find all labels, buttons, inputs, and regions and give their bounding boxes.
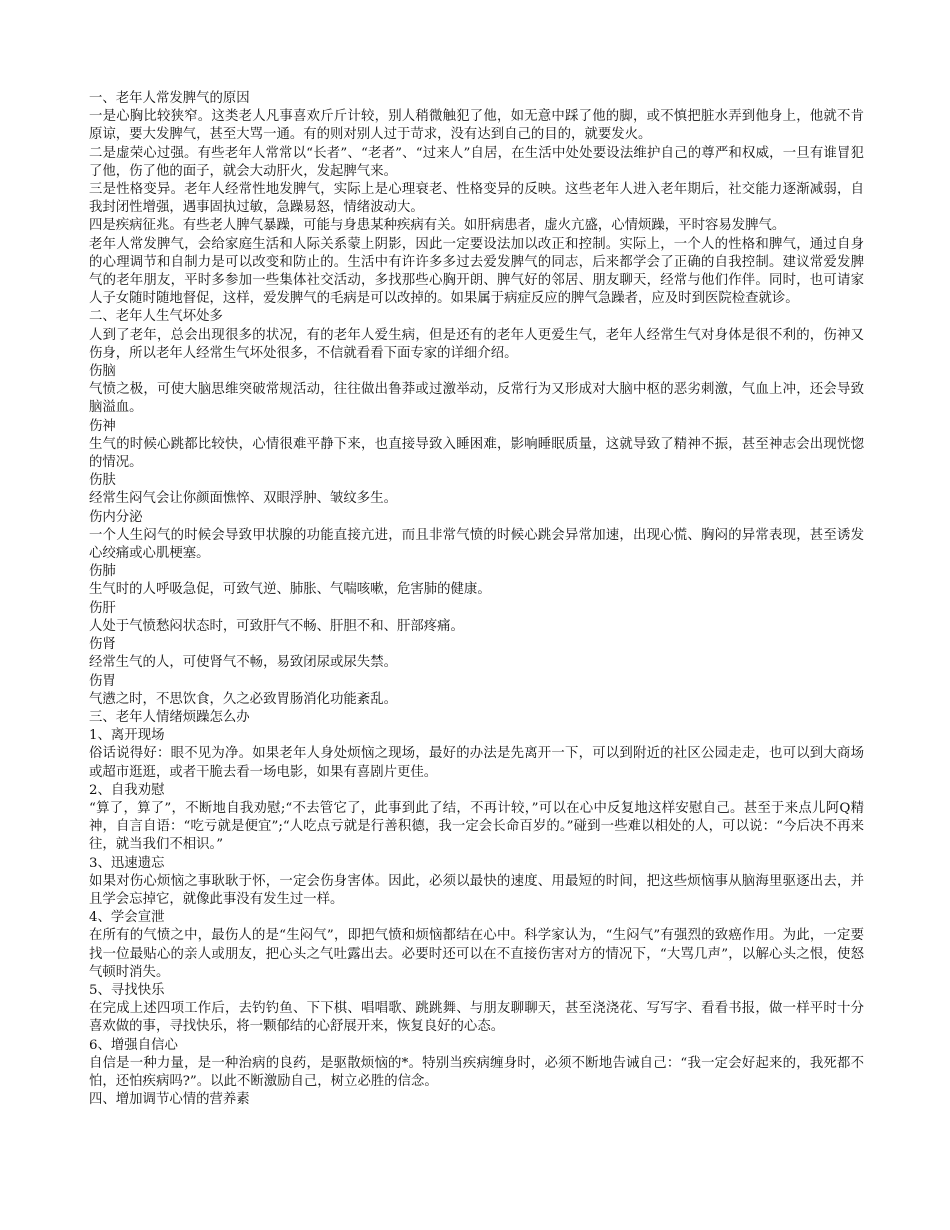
section-heading: 2、自我劝慰 — [89, 782, 165, 798]
body-paragraph: 老年人常发脾气，会给家庭生活和人际关系蒙上阴影，因此一定要设法加以改正和控制。实际上，一个人的性格和脾气，通过自身的心理调节和自制力是可以改变和防止的。生活中有许许多多过去爱发脾气的同志，后来都学会了正确的自我控制。建议常爱发脾气的老年朋友，平时多参加一些集体社交活动，多找那些心胸开朗、脾气好的邻居、朋友聊天，经常与他们作伴。同时，也可请家人子女随时随地督促，这样，爱发脾气的毛病是可以改掉的。如果属于病症反应的脾气急躁者，应及时到医院检查就诊。 — [89, 236, 864, 307]
body-paragraph: 四是疾病征兆。有些老人脾气暴躁，可能与身患某种疾病有关。如肝病患者，虚火亢盛，心情烦躁，平时容易发脾气。 — [89, 218, 786, 234]
section-heading: 三、老年人情绪烦躁怎么办 — [89, 709, 250, 725]
body-paragraph: 经常生闷气会让你颜面憔悴、双眼浮肿、皱纹多生。 — [89, 491, 397, 507]
section-heading: 1、离开现场 — [89, 728, 165, 744]
body-paragraph: 气愤之极，可使大脑思维突破常规活动，往往做出鲁莽或过激举动，反常行为又形成对大脑中枢的恶劣刺激，气血上冲，还会导致脑溢血。 — [89, 382, 864, 416]
body-paragraph: 二是虚荣心过强。有些老年人常常以“长者”、“老者”、“过来人”自居，在生活中处处要设法维护自己的尊严和权威，一旦有谁冒犯了他，伤了他的面子，就会大动肝火，发起脾气来。 — [89, 145, 864, 179]
body-paragraph: 经常生气的人，可使肾气不畅，易致闭尿或尿失禁。 — [89, 655, 397, 671]
document-body — [89, 90, 864, 1109]
section-heading: 伤肺 — [89, 564, 116, 580]
body-paragraph: 一个人生闷气的时候会导致甲状腺的功能直接亢进，而且非常气愤的时候心跳会异常加速，出现心慌、胸闷的异常表现，甚至诱发心绞痛或心肌梗塞。 — [89, 527, 864, 562]
section-heading: 二、老年人生气坏处多 — [89, 309, 223, 325]
section-heading: 5、寻找快乐 — [89, 982, 165, 998]
section-heading: 伤胃 — [89, 673, 116, 689]
body-paragraph: 在所有的气愤之中，最伤人的是“生闷气”，即把气愤和烦恼都结在心中。科学家认为，“生闷气”有强烈的致癌作用。为此，一定要找一位最贴心的亲人或朋友，把心头之气吐露出去。必要时还可以在不直接伤害对方的情况下，“大骂几声”，以解心头之恨，使怒气顿时消失。 — [89, 928, 864, 980]
section-heading: 伤肝 — [89, 600, 116, 616]
body-paragraph: 俗话说得好：眼不见为净。如果老年人身处烦恼之现场，最好的办法是先离开一下，可以到附近的社区公园走走，也可以到大商场或超市逛逛，或者干脆去看一场电影，如果有喜剧片更佳。 — [89, 746, 864, 780]
body-paragraph: 如果对伤心烦恼之事耿耿于怀，一定会伤身害体。因此，必须以最快的速度、用最短的时间，把这些烦恼事从脑海里驱逐出去，并且学会忘掉它，就像此事没有发生过一样。 — [89, 873, 864, 907]
section-heading: 伤肤 — [89, 473, 116, 489]
section-heading: 3、迅速遗忘 — [89, 855, 165, 871]
body-paragraph: 生气的时候心跳都比较快，心情很难平静下来，也直接导致入睡困难，影响睡眠质量，这就导致了精神不振，甚至神志会出现恍惚的情况。 — [89, 436, 864, 471]
section-heading: 一、老年人常发脾气的原因 — [89, 91, 250, 106]
body-paragraph: “算了，算了”，不断地自我劝慰;“不去管它了，此事到此了结，不再计较，”可以在心中反复地这样安慰自己。甚至于来点儿阿Q精神，自言自语：“吃亏就是便宜”;“人吃点亏就是行善积德，我一定会长命百岁的。”碰到一些难以相处的人，可以说：“今后决不再来往，就当我们不相识。” — [89, 800, 864, 853]
section-heading: 伤脑 — [89, 364, 116, 380]
body-paragraph: 在完成上述四项工作后，去钓钓鱼、下下棋、唱唱歌、跳跳舞、与朋友聊聊天，甚至浇浇花、写写字、看看书报，做一样平时十分喜欢做的事，寻找快乐，将一颗郁结的心舒展开来，恢复良好的心态。 — [89, 1001, 864, 1035]
section-heading: 4、学会宣泄 — [89, 910, 165, 926]
body-paragraph: 三是性格变异。老年人经常性地发脾气，实际上是心理衰老、性格变异的反映。这些老年人进入老年期后，社交能力逐渐减弱，自我封闭性增强，遇事固执过敏，急躁易怒，情绪波动大。 — [89, 182, 864, 216]
section-heading: 6、增强自信心 — [89, 1037, 178, 1053]
body-paragraph: 人到了老年，总会出现很多的状况，有的老年人爱生病，但是还有的老年人更爱生气，老年人经常生气对身体是很不利的，伤神又伤身，所以老年人经常生气坏处很多，不信就看看下面专家的详细介绍。 — [89, 327, 864, 361]
body-paragraph: 一是心胸比较狭窄。这类老人凡事喜欢斤斤计较，别人稍微触犯了他，如无意中踩了他的脚，或不慎把脏水弄到他身上，他就不肯原谅，要大发脾气，甚至大骂一通。有的则对别人过于苛求，没有达到自己的目的，就要发火。 — [89, 109, 864, 143]
section-heading: 四、增加调节心情的营养素 — [89, 1092, 250, 1108]
body-paragraph: 自信是一种力量，是一种治病的良药，是驱散烦恼的*。特别当疾病缠身时，必须不断地告诫自己：“我一定会好起来的，我死都不怕，还怕疾病吗?”。以此不断激励自己，树立必胜的信念。 — [89, 1055, 864, 1089]
body-paragraph: 人处于气愤愁闷状态时，可致肝气不畅、肝胆不和、肝部疼痛。 — [89, 618, 464, 634]
section-heading: 伤神 — [89, 418, 116, 434]
body-paragraph: 气懑之时，不思饮食，久之必致胃肠消化功能紊乱。 — [89, 691, 397, 707]
section-heading: 伤内分泌 — [89, 509, 143, 525]
body-paragraph: 生气时的人呼吸急促，可致气逆、肺胀、气喘咳嗽，危害肺的健康。 — [89, 582, 491, 598]
section-heading: 伤肾 — [89, 637, 116, 653]
